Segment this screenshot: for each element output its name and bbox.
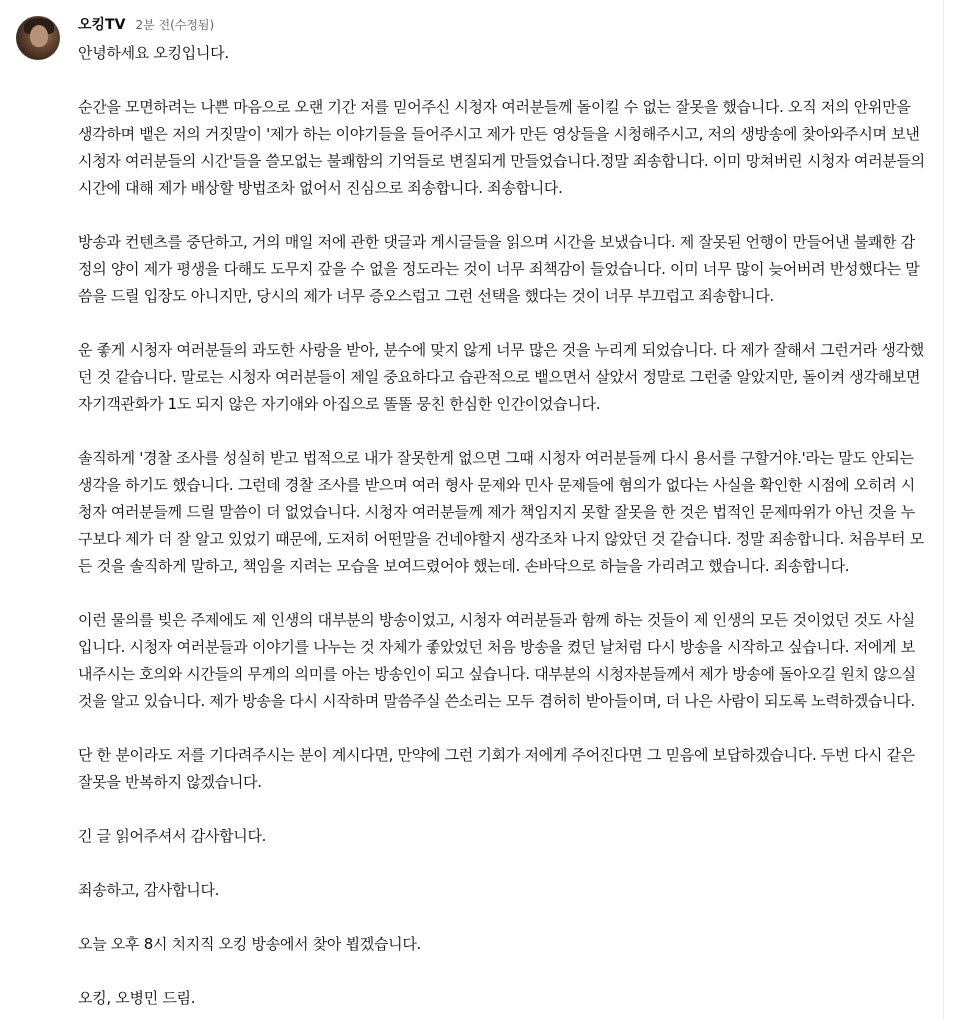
comment-paragraph: 솔직하게 '경찰 조사를 성실히 받고 법적으로 내가 잘못한게 없으면 그때 시청자 여러분들께 다시 용서를 구할거야.'라는 말도 안되는 생각을 하기도 했습니다. 그런데 경찰 조사를 받으며 여러 형사 문제와 민사 문제들에 혐의가 없다는 사실을 확인한 시점에 오히려 시청자 여러분들께 드릴 말씀이 더 없었습니다. 시청자 여러분들께 제가 책임지지 못할 잘못을 한 것은 법적인 문제따위가 아닌 것을 누구보다 제가 더 잘 알고 있었기 때문에, 도저히 어떤말을 건네야할지 생각조차 나지 않았던 것 같습니다. 정말 죄송합니다. 처음부터 모든 것을 솔직하게 말하고, 책임을 지려는 모습을 보여드렸어야 했는데. 손바닥으로 하늘을 가리려고 했습니다. 죄송합니다. xyxy=(78,449,924,575)
comment-paragraph: 단 한 분이라도 저를 기다려주시는 분이 계시다면, 만약에 그런 기회가 저에게 주어진다면 그 믿음에 보답하겠습니다. 두번 다시 같은 잘못을 반복하지 않겠습니다. xyxy=(78,746,915,791)
avatar-face xyxy=(30,25,48,47)
comment-paragraph: 오늘 오후 8시 치지직 오킹 방송에서 찾아 뵙겠습니다. xyxy=(78,935,421,953)
comment-header xyxy=(78,14,214,34)
comment-paragraph: 이런 물의를 빚은 주제에도 제 인생의 대부분의 방송이었고, 시청자 여러분들과 함께 하는 것들이 제 인생의 모든 것이었던 것도 사실입니다. 시청자 여러분들과 이야기를 나누는 것 자체가 좋았었던 처음 방송을 켰던 날처럼 다시 방송을 시작하고 싶습니다. 저에게 보내주시는 호의와 시간들의 무게의 의미를 아는 방송인이 되고 싶습니다. 대부분의 시청자분들께서 제가 방송에 돌아오길 원치 않으실 것을 알고 있습니다. 제가 방송을 다시 시작하며 말씀주실 쓴소리는 모두 겸허히 받아들이며, 더 나은 사람이 되도록 노력하겠습니다. xyxy=(78,611,916,710)
comment-signature: 오킹, 오병민 드림. xyxy=(78,989,196,1007)
comment-paragraph: 방송과 컨텐츠를 중단하고, 거의 매일 저에 관한 댓글과 게시글들을 읽으며 시간을 보냈습니다. 제 잘못된 언행이 만들어낸 불쾌한 감정의 양이 제가 평생을 다해도 도무지 갚을 수 없을 정도라는 것이 너무 죄책감이 들었습니다. 이미 너무 많이 늦어버려 반성했다는 말씀을 드릴 입장도 아니지만, 당시의 제가 너무 증오스럽고 그런 선택을 했다는 것이 너무 부끄럽고 죄송합니다. xyxy=(78,233,920,305)
comment-paragraph-greeting: 안녕하세요 오킹입니다. xyxy=(78,44,229,62)
comment-text xyxy=(78,40,926,1012)
comment-paragraph: 죄송하고, 감사합니다. xyxy=(78,881,220,899)
comment-timestamp[interactable]: 2분 전(수정됨) xyxy=(135,18,215,32)
channel-avatar[interactable] xyxy=(16,16,60,60)
comment-author[interactable]: 오킹TV xyxy=(78,17,126,33)
comment-paragraph: 운 좋게 시청자 여러분들의 과도한 사랑을 받아, 분수에 맞지 않게 너무 많은 것을 누리게 되었습니다. 다 제가 잘해서 그런거라 생각했던 것 같습니다. 말로는 시청자 여러분들이 제일 중요하다고 습관적으로 뱉으면서 살았서 정말로 그런줄 알았지만, 돌이켜 생각해보면 자기객관화가 1도 되지 않은 자기애와 아집으로 똘똘 뭉친 한심한 인간이었습니다. xyxy=(78,341,924,413)
comment-paragraph: 긴 글 읽어주셔서 감사합니다. xyxy=(78,827,267,845)
comment-paragraph: 순간을 모면하려는 나쁜 마음으로 오랜 기간 저를 믿어주신 시청자 여러분들께 돌이킬 수 없는 잘못을 했습니다. 오직 저의 안위만을 생각하며 뱉은 저의 거짓말이 '제가 하는 이야기들을 들어주시고 제가 만든 영상들을 시청해주시고, 저의 생방송에 찾아와주시며 보낸 시청자 여러분들의 시간'들을 쓸모없는 불쾌함의 기억들로 변질되게 만들었습니다.정말 죄송합니다. 이미 망쳐버린 시청자 여러분들의 시간에 대해 제가 배상할 방법조차 없어서 진심으로 죄송합니다. 죄송합니다. xyxy=(78,98,925,197)
